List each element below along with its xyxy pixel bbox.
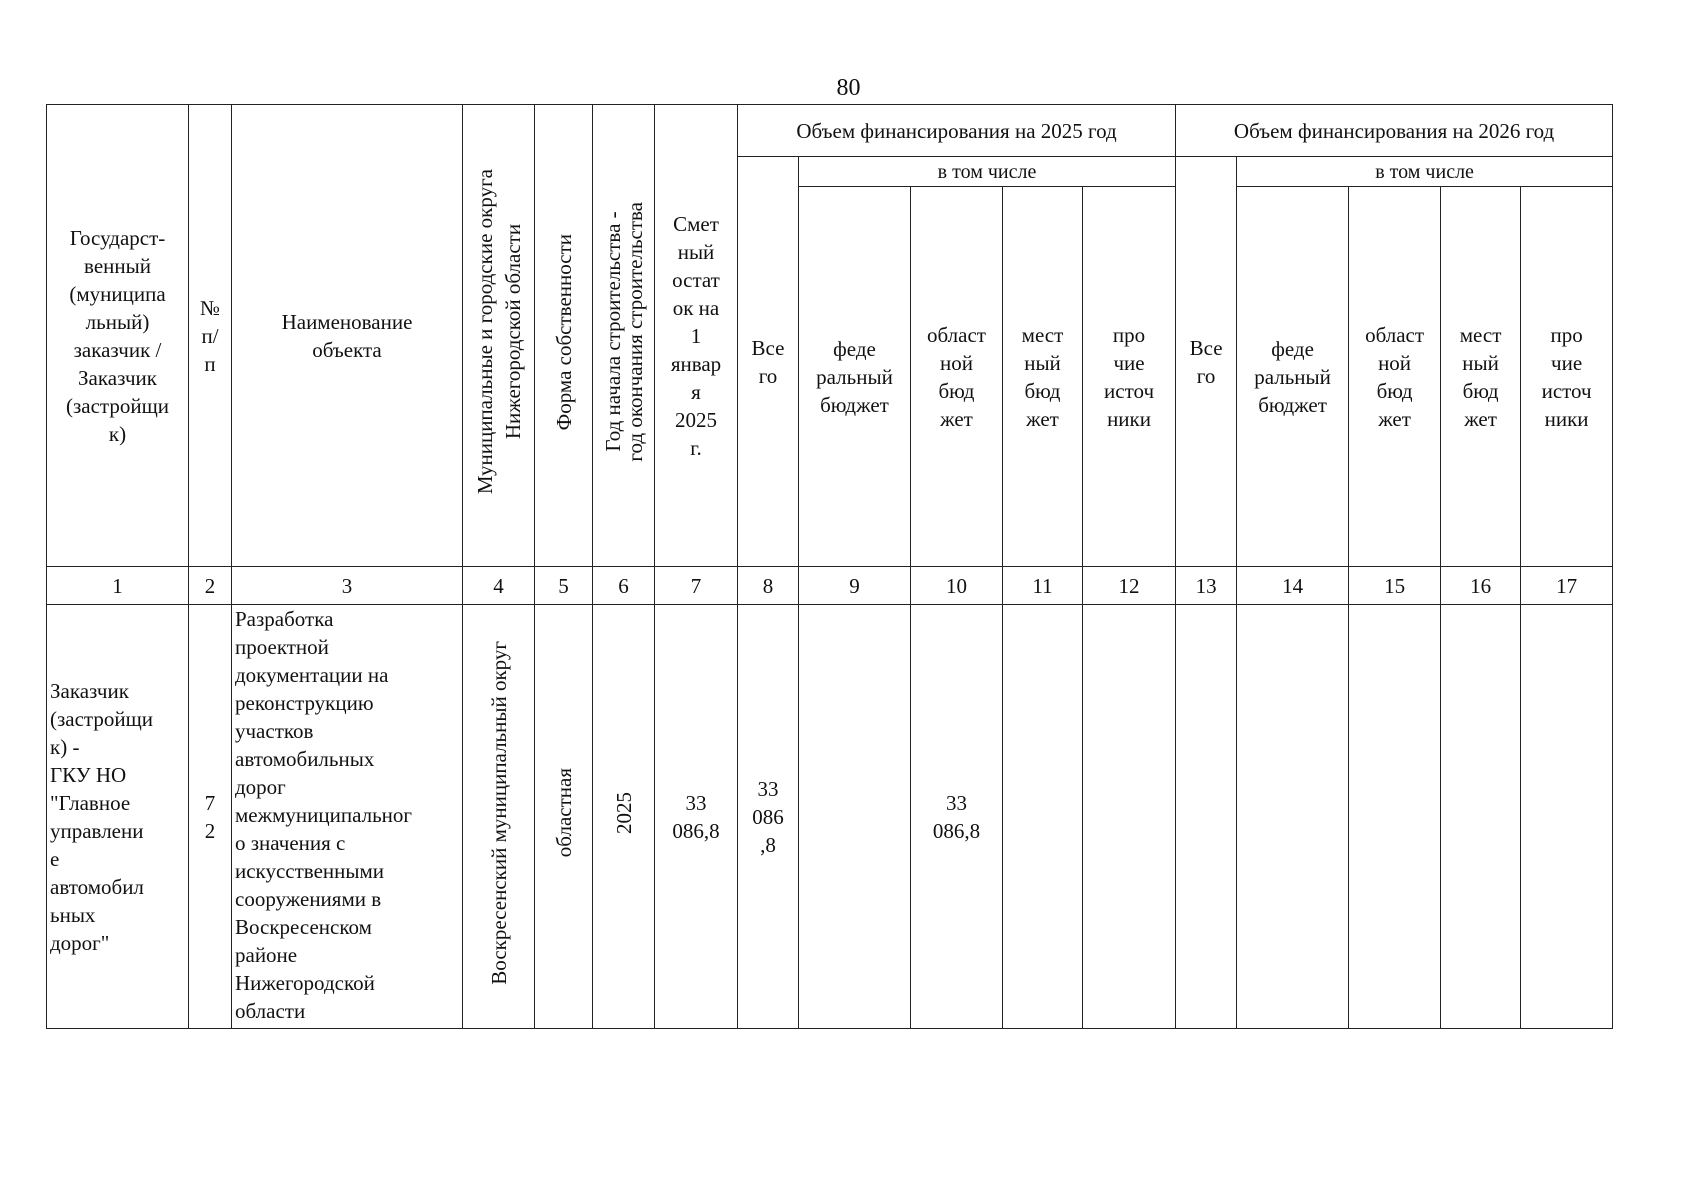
- header-estimate: Смет ный остат ок на 1 январ я 2025 г.: [655, 105, 738, 567]
- header-other-2026: про чие источ ники: [1521, 187, 1613, 567]
- cell-district: Воскресенский муниципальный округ: [463, 605, 535, 1029]
- header-other-2025: про чие источ ники: [1083, 187, 1176, 567]
- table-row: [47, 605, 1613, 1029]
- column-number: 5: [535, 567, 593, 605]
- cell-regional-2026: [1349, 605, 1441, 1029]
- column-number: 17: [1521, 567, 1613, 605]
- header-total-2025: Все го: [738, 157, 799, 567]
- column-number: 2: [189, 567, 232, 605]
- cell-object-name: Разработка проектной документации на реконструкцию участков автомобильных дорог межмуниципальног о значения с искусственными сооружениями в Воскресенском районе Нижегородской области: [232, 605, 463, 1029]
- cell-federal-2025: [799, 605, 911, 1029]
- header-years: Год начала строительства - год окончания строительства: [593, 105, 655, 567]
- header-regional-2026: област ной бюд жет: [1349, 187, 1441, 567]
- header-group-2026: Объем финансирования на 2026 год: [1176, 105, 1613, 157]
- header-district: Муниципальные и городские округа Нижегородской области: [463, 105, 535, 567]
- column-number: 13: [1176, 567, 1237, 605]
- column-number: 3: [232, 567, 463, 605]
- cell-estimate: 33 086,8: [655, 605, 738, 1029]
- header-federal-2025: феде ральный бюджет: [799, 187, 911, 567]
- column-number: 11: [1003, 567, 1083, 605]
- header-customer: Государст- венный (муниципа льный) заказчик / Заказчик (застройщи к): [47, 105, 189, 567]
- column-number: 8: [738, 567, 799, 605]
- investment-table: [46, 104, 1613, 1029]
- page-number: 80: [836, 75, 861, 101]
- cell-number: 7 2: [189, 605, 232, 1029]
- header-local-2026: мест ный бюд жет: [1441, 187, 1521, 567]
- cell-local-2025: [1003, 605, 1083, 1029]
- header-regional-2025: област ной бюд жет: [911, 187, 1003, 567]
- cell-customer: Заказчик (застройщи к) - ГКУ НО "Главное управлени е автомобил ьных дорог": [47, 605, 189, 1029]
- cell-regional-2025: 33 086,8: [911, 605, 1003, 1029]
- cell-local-2026: [1441, 605, 1521, 1029]
- column-number: 1: [47, 567, 189, 605]
- cell-total-2025: 33 086 ,8: [738, 605, 799, 1029]
- cell-federal-2026: [1237, 605, 1349, 1029]
- column-number: 6: [593, 567, 655, 605]
- cell-other-2025: [1083, 605, 1176, 1029]
- column-number-row: [47, 567, 1613, 605]
- column-number: 4: [463, 567, 535, 605]
- header-incl-2025: в том числе: [799, 157, 1176, 187]
- column-number: 9: [799, 567, 911, 605]
- column-number: 16: [1441, 567, 1521, 605]
- column-number: 15: [1349, 567, 1441, 605]
- column-number: 10: [911, 567, 1003, 605]
- column-number: 7: [655, 567, 738, 605]
- header-local-2025: мест ный бюд жет: [1003, 187, 1083, 567]
- header-federal-2026: феде ральный бюджет: [1237, 187, 1349, 567]
- cell-years: 2025: [593, 605, 655, 1029]
- header-group-2025: Объем финансирования на 2025 год: [738, 105, 1176, 157]
- column-number: 14: [1237, 567, 1349, 605]
- cell-total-2026: [1176, 605, 1237, 1029]
- column-number: 12: [1083, 567, 1176, 605]
- cell-other-2026: [1521, 605, 1613, 1029]
- header-total-2026: Все го: [1176, 157, 1237, 567]
- header-number: № п/ п: [189, 105, 232, 567]
- header-ownership: Форма собственности: [535, 105, 593, 567]
- cell-ownership: областная: [535, 605, 593, 1029]
- header-object-name: Наименование объекта: [232, 105, 463, 567]
- header-incl-2026: в том числе: [1237, 157, 1613, 187]
